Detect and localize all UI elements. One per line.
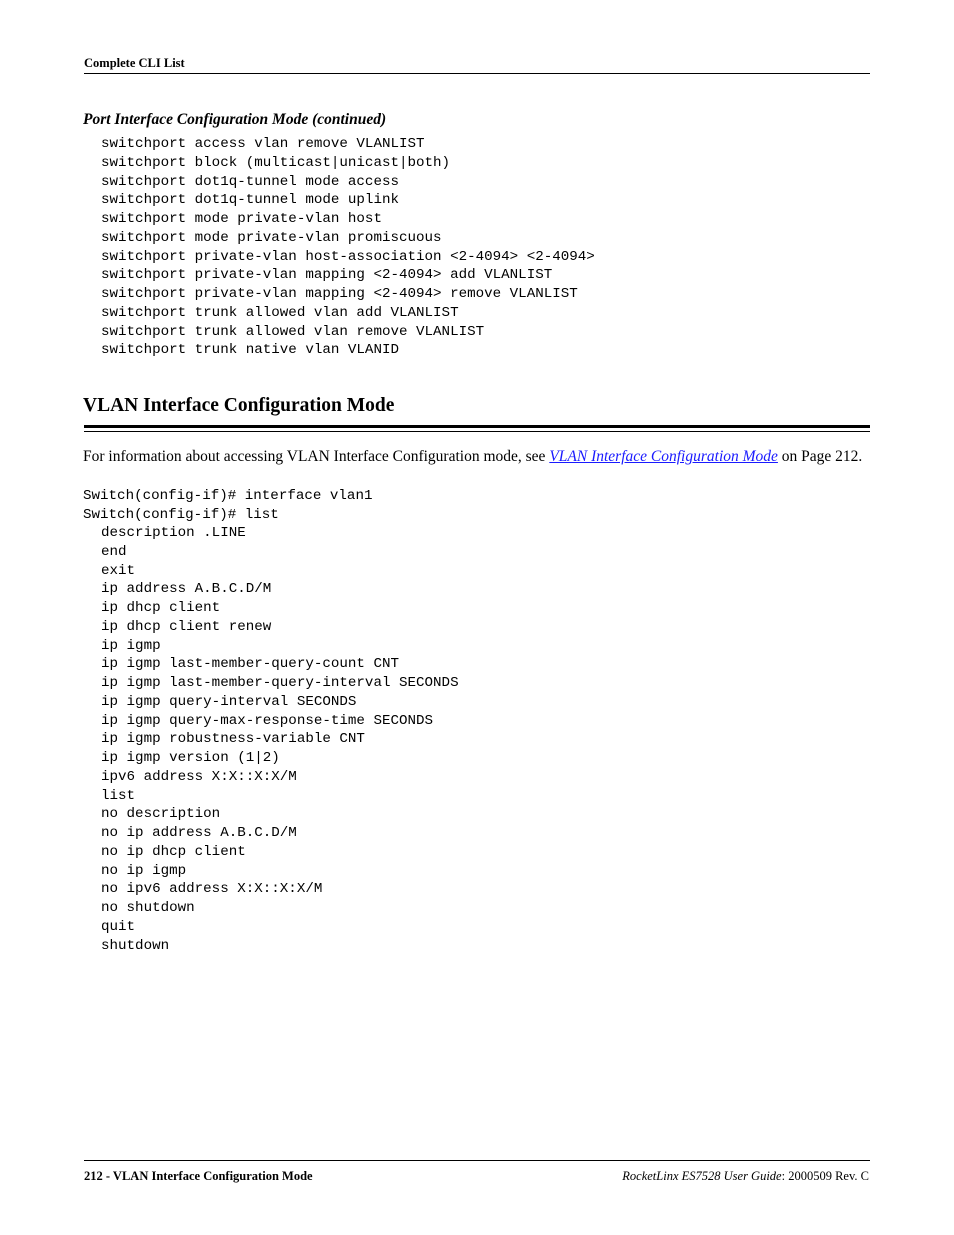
code-line: exit bbox=[101, 562, 136, 579]
footer-page-label: 212 - VLAN Interface Configuration Mode bbox=[84, 1169, 313, 1183]
code-line: ip igmp bbox=[101, 637, 161, 654]
code-line: ip dhcp client bbox=[101, 600, 221, 616]
code-line: ip igmp version (1|2) bbox=[101, 750, 280, 766]
code-line: ip dhcp client renew bbox=[101, 618, 272, 635]
code-line: switchport trunk native vlan VLANID bbox=[101, 342, 399, 359]
port-command-list bbox=[101, 135, 595, 360]
code-line: Switch(config-if)# interface vlan1 bbox=[83, 488, 373, 504]
footer-doc-id: : 2000509 Rev. C bbox=[781, 1169, 869, 1183]
code-line: switchport private-vlan mapping <2-4094> remove VLANLIST bbox=[101, 286, 578, 302]
code-line: end bbox=[101, 543, 127, 560]
header-title: Complete CLI List bbox=[84, 56, 185, 70]
code-line: no description bbox=[101, 806, 221, 823]
port-section-heading: Port Interface Configuration Mode (continued) bbox=[83, 111, 387, 128]
code-line: switchport private-vlan mapping <2-4094> add VLANLIST bbox=[101, 267, 553, 284]
vlan-section-heading: VLAN Interface Configuration Mode bbox=[83, 395, 395, 416]
code-line: shutdown bbox=[101, 937, 170, 954]
code-line: no ipv6 address X:X::X:X/M bbox=[101, 881, 323, 898]
header-divider bbox=[84, 73, 870, 74]
footer-divider bbox=[84, 1160, 870, 1161]
code-line: ip igmp query-interval SECONDS bbox=[101, 693, 357, 710]
code-line: ip igmp last-member-query-count CNT bbox=[101, 656, 399, 673]
code-line: ip igmp query-max-response-time SECONDS bbox=[101, 712, 434, 729]
section-divider bbox=[84, 425, 870, 432]
code-line: ip igmp last-member-query-interval SECONDS bbox=[101, 675, 459, 691]
footer-doc-info bbox=[622, 1169, 869, 1184]
code-line: description .LINE bbox=[101, 525, 246, 541]
intro-suffix: on Page 212. bbox=[777, 448, 863, 465]
code-line: no shutdown bbox=[101, 900, 195, 916]
code-line: switchport dot1q-tunnel mode uplink bbox=[101, 192, 399, 209]
code-line: switchport private-vlan host-association <2-4094> <2-4094> bbox=[101, 248, 595, 265]
code-line: no ip igmp bbox=[101, 862, 187, 879]
code-line: switchport access vlan remove VLANLIST bbox=[101, 136, 425, 152]
code-line: ip igmp robustness-variable CNT bbox=[101, 731, 365, 748]
code-line: switchport trunk allowed vlan add VLANLIST bbox=[101, 304, 459, 321]
code-line: ip address A.B.C.D/M bbox=[101, 581, 272, 598]
vlan-command-list bbox=[101, 524, 459, 955]
prompt-lines bbox=[83, 487, 372, 525]
code-line: list bbox=[101, 787, 136, 804]
code-line: ipv6 address X:X::X:X/M bbox=[101, 768, 297, 785]
code-line: switchport block (multicast|unicast|both) bbox=[101, 154, 451, 171]
code-line: no ip dhcp client bbox=[101, 843, 246, 860]
code-line: quit bbox=[101, 918, 136, 935]
vlan-intro-paragraph bbox=[83, 448, 869, 465]
intro-prefix: For information about accessing VLAN Interface Configuration mode, see bbox=[83, 448, 550, 465]
code-line: switchport mode private-vlan host bbox=[101, 211, 382, 227]
code-line: switchport trunk allowed vlan remove VLANLIST bbox=[101, 323, 485, 340]
code-line: switchport mode private-vlan promiscuous bbox=[101, 229, 442, 246]
code-line: switchport dot1q-tunnel mode access bbox=[101, 173, 399, 190]
footer-product: RocketLinx ES7528 User Guide bbox=[622, 1169, 782, 1183]
vlan-config-mode-link[interactable]: VLAN Interface Configuration Mode bbox=[549, 448, 778, 465]
code-line: Switch(config-if)# list bbox=[83, 506, 279, 523]
code-line: no ip address A.B.C.D/M bbox=[101, 825, 297, 841]
